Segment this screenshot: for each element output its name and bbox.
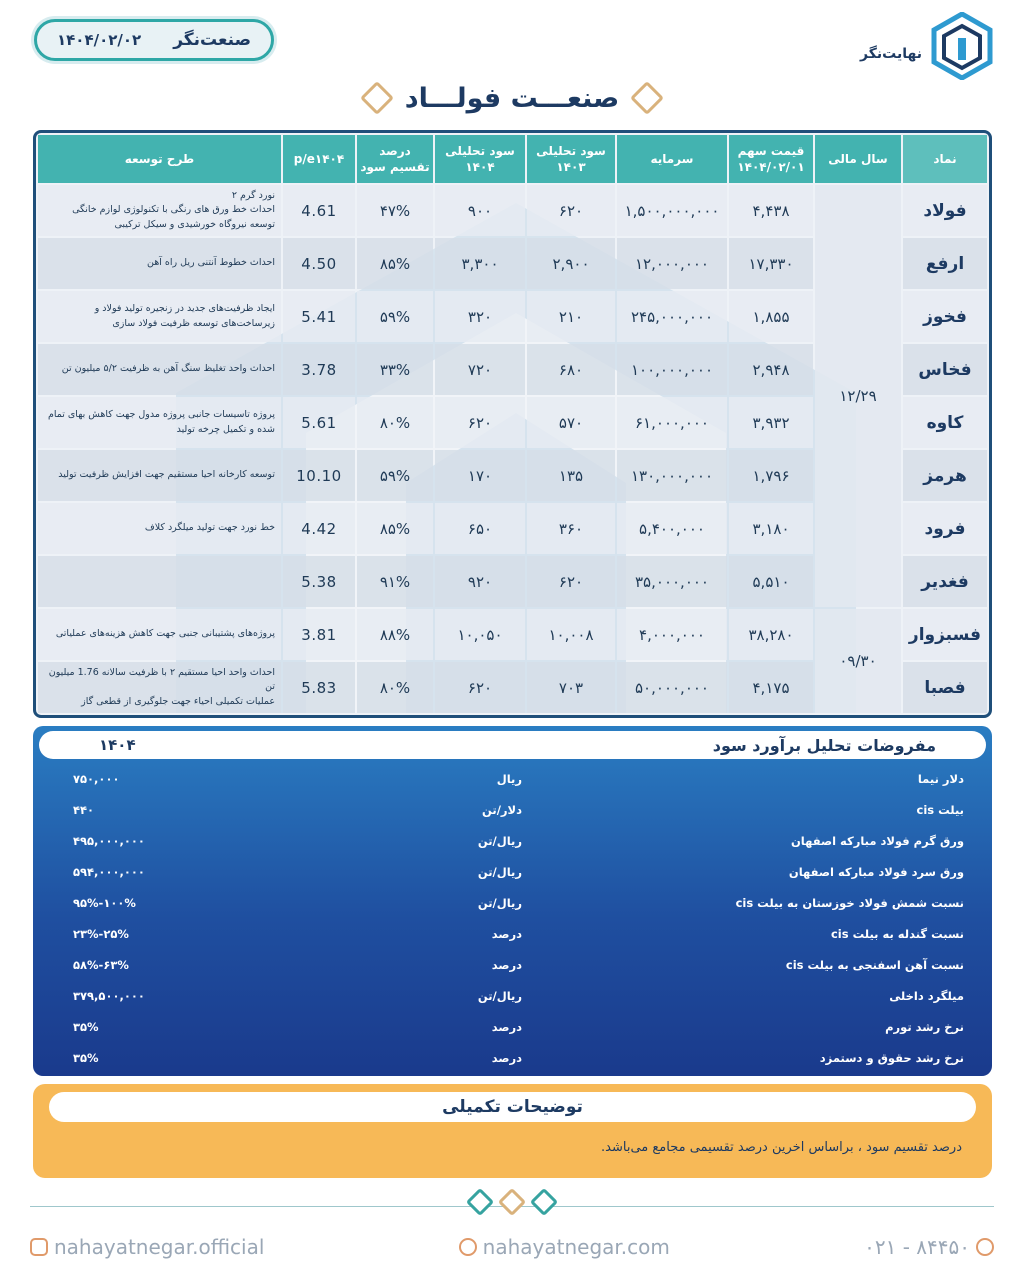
notes-text: درصد تقسیم سود ، براساس اخرین درصد تقسیمی مجامع می‌باشد. <box>601 1140 962 1155</box>
col-fiscal-year: سال مالی <box>815 135 901 183</box>
development-plan-cell: خط نورد جهت تولید میلگرد کلاف <box>38 503 281 554</box>
stock-table <box>36 133 989 715</box>
assumption-label: میلگرد داخلی <box>889 989 964 1003</box>
assumptions-year: ۱۴۰۴ <box>99 736 136 754</box>
phone-link[interactable] <box>864 1235 994 1259</box>
price-cell: ۳,۱۸۰ <box>729 503 813 554</box>
instagram-link[interactable] <box>30 1235 264 1259</box>
col-price: قیمت سهم ۱۴۰۴/۰۲/۰۱ <box>729 135 813 183</box>
diamond-icon <box>466 1188 494 1216</box>
symbol-cell: فغدیر <box>903 556 987 607</box>
profit-1403-cell: ۶۲۰ <box>527 556 615 607</box>
profit-1404-cell: ۶۵۰ <box>435 503 525 554</box>
assumption-unit: درصد <box>491 927 522 941</box>
assumption-row <box>33 1012 992 1043</box>
col-symbol: نماد <box>903 135 987 183</box>
assumption-row <box>33 981 992 1012</box>
assumption-unit: ریال/تن <box>477 834 522 848</box>
dividend-cell: ۳۳% <box>357 344 433 395</box>
profit-1404-cell: ۷۲۰ <box>435 344 525 395</box>
logo <box>824 10 994 82</box>
assumption-unit: درصد <box>491 1051 522 1065</box>
development-plan-cell: پروژه‌های پشتیبانی جنبی جهت کاهش هزینه‌های عملیاتی <box>38 609 281 660</box>
title-row <box>0 76 1024 120</box>
symbol-cell: فولاد <box>903 185 987 236</box>
price-cell: ۱,۸۵۵ <box>729 291 813 342</box>
profit-1403-cell: ۵۷۰ <box>527 397 615 448</box>
assumption-label: ورق سرد فولاد مبارکه اصفهان <box>788 865 964 879</box>
development-plan-cell: نورد گرم ۲ احداث خط ورق های رنگی با تکنولوژی لوازم خانگی توسعه نیروگاه خورشیدی و سیکل ترکیبی <box>38 185 281 236</box>
capital-cell: ۵۰,۰۰۰,۰۰۰ <box>617 662 727 713</box>
assumption-unit: ریال <box>496 772 522 786</box>
profit-1404-cell: ۹۰۰ <box>435 185 525 236</box>
development-plan-cell: احداث واحد احیا مستقیم ۲ با ظرفیت سالانه 1.76 میلیون تن عملیات تکمیلی احیاء جهت جلوگیری از قطعی گاز <box>38 662 281 713</box>
assumption-row <box>33 950 992 981</box>
assumption-label: نرخ رشد حقوق و دستمزد <box>819 1051 964 1065</box>
col-profit-1403: سود تحلیلی ۱۴۰۳ <box>527 135 615 183</box>
fiscal-year-cell: ۱۲/۲۹ <box>815 185 901 607</box>
website-link[interactable] <box>459 1235 670 1259</box>
footer <box>30 1232 994 1262</box>
pe-cell: 10.10 <box>283 450 355 501</box>
symbol-cell: فسبزوار <box>903 609 987 660</box>
profit-1403-cell: ۲۱۰ <box>527 291 615 342</box>
pe-cell: 3.78 <box>283 344 355 395</box>
assumption-unit: ریال/تن <box>477 896 522 910</box>
logo-text: نهایت‌نگر <box>860 46 922 62</box>
dividend-cell: ۴۷% <box>357 185 433 236</box>
assumption-value: ۴۴۰ <box>73 803 95 817</box>
pe-cell: 5.61 <box>283 397 355 448</box>
profit-1403-cell: ۱۰,۰۰۸ <box>527 609 615 660</box>
symbol-cell: فخوز <box>903 291 987 342</box>
assumption-row <box>33 1043 992 1074</box>
development-plan-cell: پروژه تاسیسات جانبی پروژه مدول جهت کاهش بهای تمام شده و تکمیل چرخه تولید <box>38 397 281 448</box>
notes-header <box>49 1092 976 1122</box>
pe-cell: 5.41 <box>283 291 355 342</box>
notes-panel <box>33 1084 992 1178</box>
website-url: nahayatnegar.com <box>482 1235 670 1259</box>
dividend-cell: ۸۵% <box>357 503 433 554</box>
assumption-row <box>33 888 992 919</box>
profit-1404-cell: ۶۲۰ <box>435 397 525 448</box>
assumption-value: ۳۷۹,۵۰۰,۰۰۰ <box>73 989 145 1003</box>
dividend-cell: ۵۹% <box>357 450 433 501</box>
dividend-cell: ۸۵% <box>357 238 433 289</box>
capital-cell: ۲۴۵,۰۰۰,۰۰۰ <box>617 291 727 342</box>
assumption-value: ۳۵% <box>73 1051 99 1065</box>
dividend-cell: ۸۰% <box>357 397 433 448</box>
assumption-unit: درصد <box>491 958 522 972</box>
instagram-icon <box>30 1238 48 1256</box>
assumption-row <box>33 764 992 795</box>
assumptions-header <box>39 731 986 759</box>
col-dividend: درصد تقسیم سود <box>357 135 433 183</box>
price-cell: ۵,۵۱۰ <box>729 556 813 607</box>
diamond-icon <box>360 81 394 115</box>
assumption-row <box>33 919 992 950</box>
profit-1404-cell: ۱۰,۰۵۰ <box>435 609 525 660</box>
price-cell: ۴,۴۳۸ <box>729 185 813 236</box>
assumption-unit: ریال/تن <box>477 865 522 879</box>
assumption-label: نسبت شمش فولاد خوزستان به بیلت cis <box>735 896 964 910</box>
development-plan-cell: احداث خطوط آنتنی ریل راه آهن <box>38 238 281 289</box>
symbol-cell: فخاس <box>903 344 987 395</box>
dividend-cell: ۸۸% <box>357 609 433 660</box>
symbol-cell: فرود <box>903 503 987 554</box>
table-header-row <box>38 135 987 183</box>
report-date: ۱۴۰۴/۰۲/۰۲ <box>57 31 142 49</box>
profit-assumptions-panel <box>33 726 992 1076</box>
assumption-value: ۲۳%-۲۵% <box>73 927 129 941</box>
pe-cell: 4.42 <box>283 503 355 554</box>
capital-cell: ۱۰۰,۰۰۰,۰۰۰ <box>617 344 727 395</box>
pe-cell: 5.83 <box>283 662 355 713</box>
assumptions-title: مفروضات تحلیل برآورد سود <box>712 735 936 755</box>
development-plan-cell: احداث واحد تغلیظ سنگ آهن به ظرفیت ۵/۲ میلیون تن <box>38 344 281 395</box>
profit-1404-cell: ۱۷۰ <box>435 450 525 501</box>
instagram-handle: nahayatnegar.official <box>54 1235 265 1259</box>
assumption-label: نرخ رشد تورم <box>885 1020 964 1034</box>
pe-cell: 4.61 <box>283 185 355 236</box>
assumption-value: ۵۹۴,۰۰۰,۰۰۰ <box>73 865 145 879</box>
capital-cell: ۳۵,۰۰۰,۰۰۰ <box>617 556 727 607</box>
assumption-label: ورق گرم فولاد مبارکه اصفهان <box>790 834 964 848</box>
col-pe: p/e۱۴۰۴ <box>283 135 355 183</box>
diamond-icon <box>530 1188 558 1216</box>
assumption-label: نسبت آهن اسفنجی به بیلت cis <box>785 958 964 972</box>
profit-1403-cell: ۱۳۵ <box>527 450 615 501</box>
assumption-value: ۳۵% <box>73 1020 99 1034</box>
page-title: صنعـــت فولـــاد <box>404 82 620 114</box>
development-plan-cell: ایجاد ظرفیت‌های جدید در زنجیره تولید فولاد و زیرساخت‌های توسعه ظرفیت فولاد سازی <box>38 291 281 342</box>
price-cell: ۳,۹۳۲ <box>729 397 813 448</box>
price-cell: ۴,۱۷۵ <box>729 662 813 713</box>
pe-cell: 5.38 <box>283 556 355 607</box>
diamond-icon <box>498 1188 526 1216</box>
assumption-row <box>33 826 992 857</box>
profit-1404-cell: ۳۲۰ <box>435 291 525 342</box>
assumption-label: نسبت گندله به بیلت cis <box>830 927 964 941</box>
brand-name: صنعت‌نگر <box>173 30 251 50</box>
capital-cell: ۱۲,۰۰۰,۰۰۰ <box>617 238 727 289</box>
profit-1404-cell: ۹۲۰ <box>435 556 525 607</box>
phone-number: ۰۲۱ - ۸۴۴۵۰ <box>864 1235 970 1259</box>
assumption-row <box>33 857 992 888</box>
table-row <box>38 185 987 236</box>
pe-cell: 3.81 <box>283 609 355 660</box>
profit-1403-cell: ۷۰۳ <box>527 662 615 713</box>
col-profit-1404: سود تحلیلی ۱۴۰۴ <box>435 135 525 183</box>
development-plan-cell <box>38 556 281 607</box>
price-cell: ۱,۷۹۶ <box>729 450 813 501</box>
assumption-value: ۹۵%-۱۰۰% <box>73 896 136 910</box>
logo-icon <box>930 12 994 80</box>
symbol-cell: ارفع <box>903 238 987 289</box>
profit-1404-cell: ۳,۳۰۰ <box>435 238 525 289</box>
dividend-cell: ۹۱% <box>357 556 433 607</box>
price-cell: ۱۷,۳۳۰ <box>729 238 813 289</box>
symbol-cell: کاوه <box>903 397 987 448</box>
assumption-value: ۷۵۰,۰۰۰ <box>73 772 120 786</box>
symbol-cell: فصبا <box>903 662 987 713</box>
profit-1403-cell: ۶۸۰ <box>527 344 615 395</box>
development-plan-cell: توسعه کارخانه احیا مستقیم جهت افزایش ظرفیت تولید <box>38 450 281 501</box>
pe-cell: 4.50 <box>283 238 355 289</box>
globe-icon <box>459 1238 477 1256</box>
profit-1404-cell: ۶۲۰ <box>435 662 525 713</box>
profit-1403-cell: ۶۲۰ <box>527 185 615 236</box>
assumption-row <box>33 795 992 826</box>
profit-1403-cell: ۳۶۰ <box>527 503 615 554</box>
notes-title: توضیحات تکمیلی <box>442 1097 583 1117</box>
symbol-cell: هرمز <box>903 450 987 501</box>
col-capital: سرمایه <box>617 135 727 183</box>
footer-ornament <box>0 1192 1024 1220</box>
capital-cell: ۵,۴۰۰,۰۰۰ <box>617 503 727 554</box>
capital-cell: ۱,۵۰۰,۰۰۰,۰۰۰ <box>617 185 727 236</box>
profit-1403-cell: ۲,۹۰۰ <box>527 238 615 289</box>
assumption-unit: درصد <box>491 1020 522 1034</box>
fiscal-year-cell: ۰۹/۳۰ <box>815 609 901 713</box>
assumption-value: ۴۹۵,۰۰۰,۰۰۰ <box>73 834 145 848</box>
assumption-unit: ریال/تن <box>477 989 522 1003</box>
col-development-plan: طرح توسعه <box>38 135 281 183</box>
price-cell: ۲,۹۴۸ <box>729 344 813 395</box>
phone-icon <box>976 1238 994 1256</box>
capital-cell: ۴,۰۰۰,۰۰۰ <box>617 609 727 660</box>
assumption-unit: دلار/تن <box>482 803 522 817</box>
capital-cell: ۶۱,۰۰۰,۰۰۰ <box>617 397 727 448</box>
steel-industry-table <box>33 130 992 718</box>
assumption-label: بیلت cis <box>916 803 964 817</box>
diamond-icon <box>630 81 664 115</box>
assumption-value: ۵۸%-۶۳% <box>73 958 129 972</box>
header-badge <box>34 19 274 61</box>
price-cell: ۳۸,۲۸۰ <box>729 609 813 660</box>
assumption-label: دلار نیما <box>917 772 964 786</box>
table-row <box>38 609 987 660</box>
dividend-cell: ۸۰% <box>357 662 433 713</box>
capital-cell: ۱۳۰,۰۰۰,۰۰۰ <box>617 450 727 501</box>
dividend-cell: ۵۹% <box>357 291 433 342</box>
